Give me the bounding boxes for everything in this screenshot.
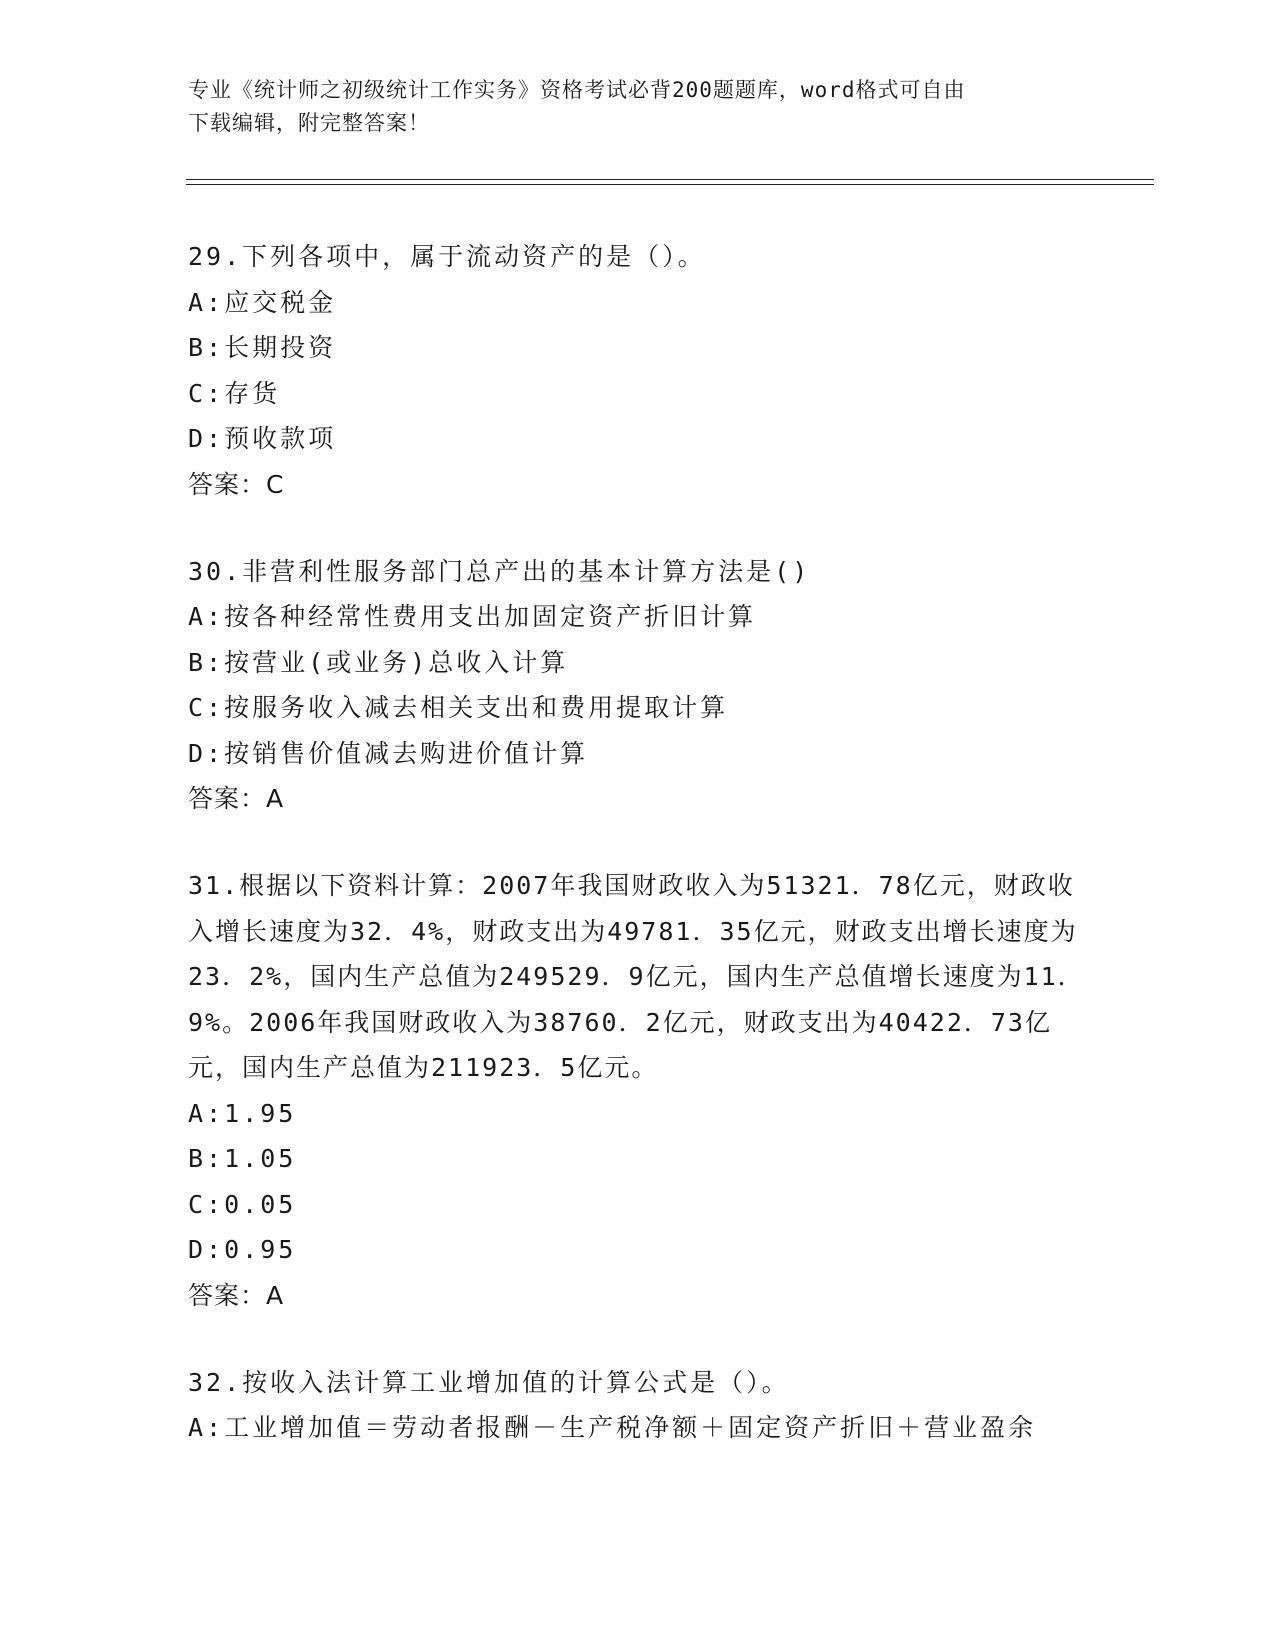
question-32 (188, 1360, 1088, 1451)
option-a: A:工业增加值＝劳动者报酬－生产税净额＋固定资产折旧＋营业盈余 (188, 1413, 1037, 1442)
header-line-1: 专业《统计师之初级统计工作实务》资格考试必背200题题库，word格式可自由 (188, 78, 966, 102)
question-stem: 29.下列各项中，属于流动资产的是（）。 (188, 242, 706, 271)
option-c: C:0.05 (188, 1189, 297, 1219)
question-stem: 32.按收入法计算工业增加值的计算公式是（）。 (188, 1367, 790, 1397)
option-b: B:长期投资 (188, 333, 337, 362)
question-stem: 30.非营利性服务部门总产出的基本计算方法是() (188, 556, 811, 586)
option-b: B:按营业(或业务)总收入计算 (188, 647, 569, 677)
option-a: A:应交税金 (188, 287, 337, 317)
option-d: D:0.95 (188, 1235, 297, 1264)
option-c: C:按服务收入减去相关支出和费用提取计算 (188, 693, 729, 722)
option-d: D:按销售价值减去购进价值计算 (188, 738, 589, 768)
header-rule-bottom (186, 184, 1154, 185)
question-list (188, 234, 1088, 1493)
header-rule-top (186, 179, 1154, 180)
header-line-2: 下载编辑，附完整答案！ (188, 111, 430, 135)
answer: 答案：A (188, 1280, 285, 1310)
question-31 (188, 863, 1088, 1318)
answer: 答案：A (188, 784, 285, 813)
option-a: A:按各种经常性费用支出加固定资产折旧计算 (188, 602, 757, 631)
answer: 答案：C (188, 469, 285, 499)
option-d: D:预收款项 (188, 424, 337, 453)
document-header (188, 74, 1088, 140)
option-a: A:1.95 (188, 1098, 297, 1128)
question-stem: 31.根据以下资料计算：2007年我国财政收入为51321．78亿元，财政收入增长速度为32．4%，财政支出为49781．35亿元，财政支出增长速度为23．2%，国内生产总值为249529．9亿元，国内生产总值增长速度为11．9%。2006年我国财政收入为38760．2亿元，财政支出为40422．73亿元，国内生产总值为211923．5亿元。 (188, 871, 1085, 1082)
option-c: C:存货 (188, 378, 281, 408)
question-29 (188, 234, 1088, 507)
option-b: B:1.05 (188, 1144, 297, 1173)
question-30 (188, 549, 1088, 822)
